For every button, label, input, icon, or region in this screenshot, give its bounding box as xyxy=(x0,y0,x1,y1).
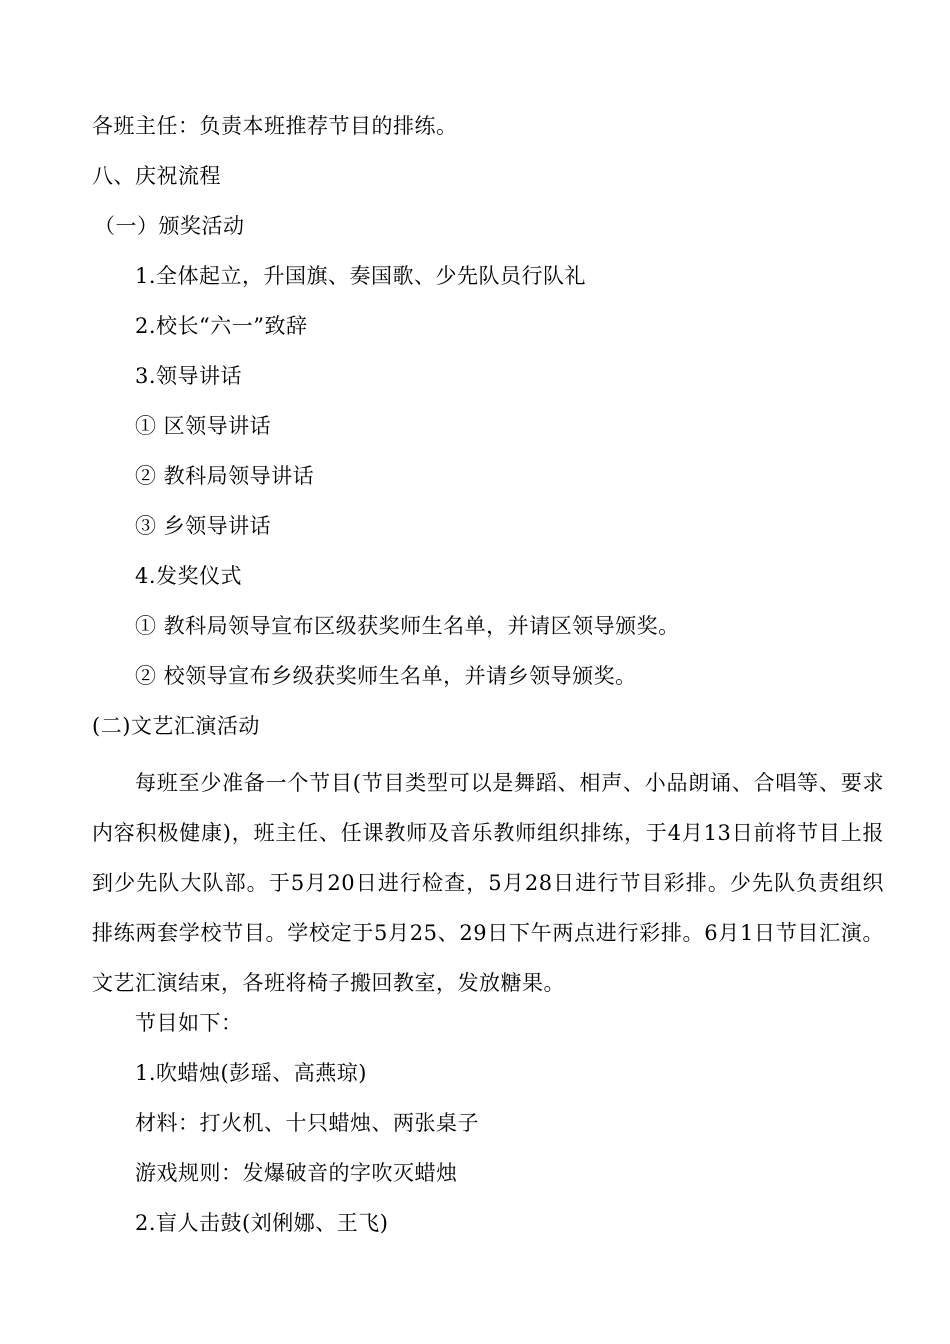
text-line: 各班主任：负责本班推荐节目的排练。 xyxy=(92,114,458,138)
section-heading: 八、庆祝流程 xyxy=(92,164,221,188)
list-item: 2.校长“六一”致辞 xyxy=(135,314,308,338)
body-paragraph: 每班至少准备一个节目(节目类型可以是舞蹈、相声、小品朗诵、合唱等、要求内容积极健康)，班主任、任课教师及音乐教师组织排练，于4月13日前将节目上报到少先队大队部。于5月20日进行检查，5月28日进行节目彩排。少先队负责组织排练两套学校节目。学校定于5月25、29日下午两点进行彩排。6月1日节目汇演。文艺汇演结束，各班将椅子搬回教室，发放糖果。 xyxy=(92,771,884,995)
text-line: 材料：打火机、十只蜡烛、两张桌子 xyxy=(135,1111,479,1135)
subsection-heading: (二)文艺汇演活动 xyxy=(92,714,260,738)
text-line: 节目如下： xyxy=(135,1011,243,1035)
list-item: ③ 乡领导讲话 xyxy=(135,514,272,538)
list-item: ① 区领导讲话 xyxy=(135,414,272,438)
list-item: 3.领导讲话 xyxy=(135,364,243,388)
list-item: 1.吹蜡烛(彭瑶、高燕琼) xyxy=(135,1061,367,1085)
list-item: 4.发奖仪式 xyxy=(135,564,243,588)
list-item: 2.盲人击鼓(刘俐娜、王飞) xyxy=(135,1211,389,1235)
subsection-heading: （一）颁奖活动 xyxy=(94,214,245,238)
text-line: 游戏规则：发爆破音的字吹灭蜡烛 xyxy=(135,1161,458,1185)
list-item: ② 教科局领导讲话 xyxy=(135,464,315,488)
list-item: 1.全体起立，升国旗、奏国歌、少先队员行队礼 xyxy=(135,264,587,288)
list-item: ① 教科局领导宣布区级获奖师生名单，并请区领导颁奖。 xyxy=(135,614,680,638)
list-item: ② 校领导宣布乡级获奖师生名单，并请乡领导颁奖。 xyxy=(135,664,637,688)
